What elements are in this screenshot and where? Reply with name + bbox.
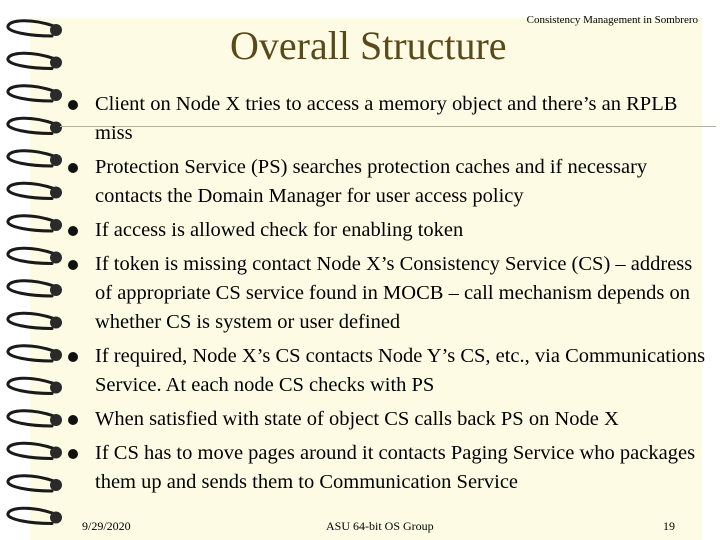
bullet-item [68, 439, 708, 497]
bullet-text: When satisfied with state of object CS calls back PS on Node X [95, 408, 619, 430]
binding-hole [50, 414, 62, 426]
bullet-item [68, 250, 708, 337]
bullet-item [68, 153, 708, 211]
binding-hole [50, 284, 62, 296]
bullet-icon [68, 226, 78, 236]
bullet-text: Protection Service (PS) searches protection caches and if necessary contacts the Domain Manager for user access policy [95, 156, 648, 207]
spiral-ring [8, 346, 54, 361]
bullet-item [68, 90, 708, 148]
bullet-icon [68, 163, 78, 173]
spiral-ring [8, 216, 54, 231]
spiral-ring [8, 411, 54, 426]
spiral-ring [8, 118, 54, 133]
binding-hole [50, 219, 62, 231]
bullet-text: Client on Node X tries to access a memory object and there’s an RPLB miss [95, 93, 678, 144]
bullet-list [68, 90, 708, 502]
header-note: Consistency Management in Sombrero [526, 14, 698, 26]
bullet-icon [68, 449, 78, 459]
binding-hole [50, 154, 62, 166]
spiral-ring [8, 313, 54, 328]
bullet-item [68, 405, 708, 434]
binding-hole [50, 252, 62, 264]
spiral-ring [8, 183, 54, 198]
binding-hole [50, 122, 62, 134]
binding-hole [50, 187, 62, 199]
spiral-ring [8, 86, 54, 101]
bullet-icon [68, 260, 78, 270]
spiral-ring [8, 508, 54, 523]
binding-hole [50, 317, 62, 329]
footer-date: 9/29/2020 [82, 519, 131, 533]
bullet-text: If CS has to move pages around it contacts Paging Service who packages them up and sends them to Communication Service [95, 442, 696, 493]
bullet-item [68, 216, 708, 245]
binding-hole [50, 479, 62, 491]
bullet-icon [68, 352, 78, 362]
spiral-ring [8, 248, 54, 263]
bullet-text: If required, Node X’s CS contacts Node Y’s CS, etc., via Communications Service. At each node CS checks with PS [95, 345, 706, 396]
spiral-ring [8, 476, 54, 491]
bullet-text: If access is allowed check for enabling token [95, 219, 464, 241]
spiral-ring [8, 53, 54, 68]
binding-hole [50, 512, 62, 524]
binding-hole [50, 382, 62, 394]
bullet-text: If token is missing contact Node X’s Consistency Service (CS) – address of appropriate CS service found in MOCB – call mechanism depends on whether CS is system or user defined [95, 253, 693, 333]
binding-hole [50, 24, 62, 36]
spiral-ring [8, 151, 54, 166]
binding-hole [50, 447, 62, 459]
page-number: 19 [663, 519, 675, 533]
spiral-ring [8, 378, 54, 393]
binding-hole [50, 89, 62, 101]
binding-hole [50, 57, 62, 69]
spiral-ring [8, 443, 54, 458]
binding-hole [50, 349, 62, 361]
bullet-item [68, 342, 708, 400]
bullet-icon [68, 100, 78, 110]
footer-center-text: ASU 64-bit OS Group [326, 519, 434, 533]
spiral-ring [8, 281, 54, 296]
slide-title: Overall Structure [230, 23, 507, 68]
bullet-icon [68, 415, 78, 425]
spiral-ring [8, 21, 54, 36]
